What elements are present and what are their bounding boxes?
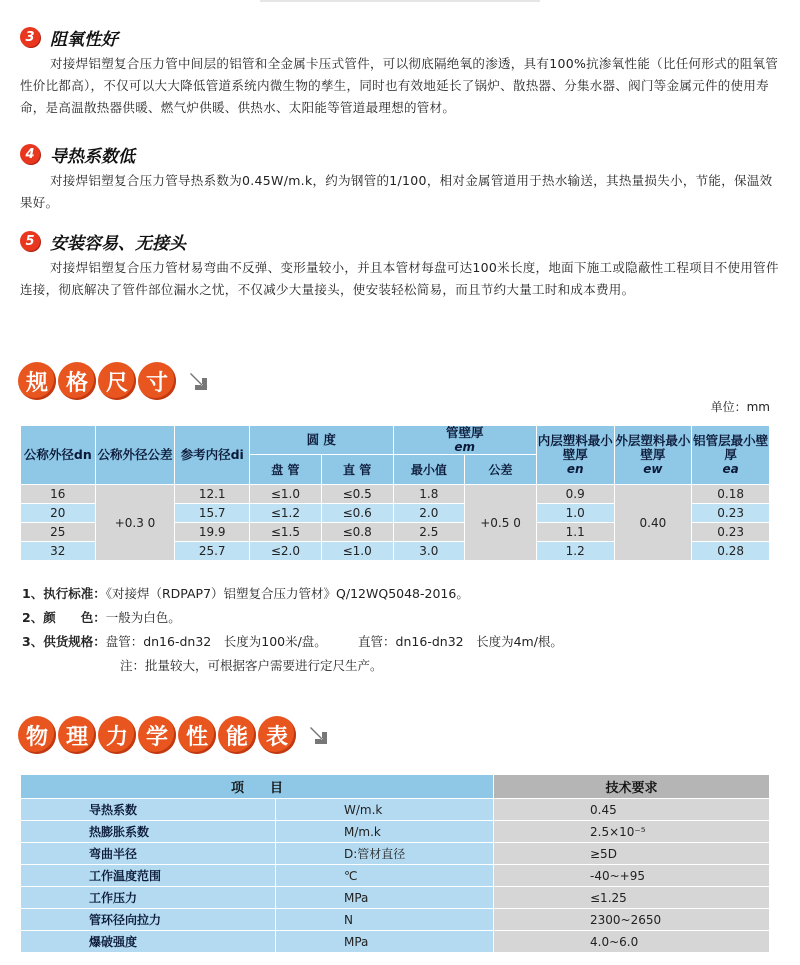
cell-al: 0.23 [692, 504, 770, 523]
header-tolerance: 公称外径公差 [95, 426, 175, 485]
feature-oxygen-barrier [20, 26, 780, 119]
cell-coil: ≤1.0 [250, 485, 322, 504]
header-inner-label: 内层塑料最小壁厚 [537, 433, 613, 462]
cell-dn: 32 [21, 542, 96, 561]
header-al-label: 铝管层最小壁厚 [693, 433, 769, 462]
arrow-down-right-icon [306, 722, 332, 748]
phys-banner [18, 716, 332, 754]
note-text: 《对接焊（RDPAP7）铝塑复合压力管材》Q/12WQ5048-2016。 [105, 586, 469, 601]
cell-unit: MPa [276, 887, 494, 909]
note-label: 1、执行标准： [22, 586, 106, 601]
banner-char: 物 [18, 716, 56, 754]
table-row [21, 909, 770, 931]
header-outer-label: 外层塑料最小壁厚 [615, 433, 691, 462]
cell-value: 2300~2650 [494, 909, 770, 931]
header-al-symbol: ea [722, 462, 739, 476]
cell-unit: M/m.k [276, 821, 494, 843]
number-badge: 4 [20, 144, 40, 164]
header-outer-plastic [614, 426, 692, 485]
cell-unit: ℃ [276, 865, 494, 887]
cell-straight: ≤0.6 [321, 504, 393, 523]
cell-straight: ≤0.5 [321, 485, 393, 504]
banner-char: 尺 [98, 362, 136, 400]
feature-title: 安装容易、无接头 [50, 233, 186, 254]
cell-value: 2.5×10⁻⁵ [494, 821, 770, 843]
cell-value: 4.0~6.0 [494, 931, 770, 953]
cell-coil: ≤1.2 [250, 504, 322, 523]
cell-value: -40~+95 [494, 865, 770, 887]
cell-name: 管环径向拉力 [21, 909, 276, 931]
table-row [21, 799, 770, 821]
phys-table [20, 774, 770, 953]
header-wall-thickness [393, 426, 536, 455]
cell-inner: 0.9 [536, 485, 614, 504]
cell-unit: N [276, 909, 494, 931]
cell-di: 12.1 [175, 485, 250, 504]
feature-title: 导热系数低 [50, 146, 135, 167]
header-wall-symbol: em [454, 440, 476, 454]
unit-label: 单位：mm [710, 400, 770, 414]
cell-al: 0.28 [692, 542, 770, 561]
header-roundness: 圆 度 [250, 426, 393, 455]
note-color [22, 606, 563, 630]
table-row [21, 887, 770, 909]
cell-wall-min: 1.8 [393, 485, 465, 504]
spec-table [20, 425, 770, 561]
header-requirement: 技术要求 [494, 775, 770, 799]
feature-title: 阻氧性好 [50, 29, 118, 50]
spec-notes [22, 582, 563, 678]
cell-di: 19.9 [175, 523, 250, 542]
banner-char: 规 [18, 362, 56, 400]
cell-tolerance: +0.3 0 [95, 485, 175, 561]
banner-char: 寸 [138, 362, 176, 400]
cell-wall-min: 2.0 [393, 504, 465, 523]
header-inner-plastic [536, 426, 614, 485]
header-wall-tol: 公差 [465, 455, 537, 485]
note-supply [22, 630, 563, 654]
note-label: 2、颜 色： [22, 610, 106, 625]
header-item: 项 目 [21, 775, 494, 799]
cell-dn: 20 [21, 504, 96, 523]
feature-body: 对接焊铝塑复合压力管材易弯曲不反弹、变形量较小，并且本管材每盘可达100米长度，地面下施工或隐蔽性工程项目不使用管件连接，彻底解决了管件部位漏水之忧，不仅减少大量接头，使安装轻松简易，而且节约大量工时和成本费用。 [20, 260, 779, 297]
cell-al: 0.18 [692, 485, 770, 504]
cell-dn: 16 [21, 485, 96, 504]
header-inner-diameter: 参考内径di [175, 426, 250, 485]
cell-outer: 0.40 [614, 485, 692, 561]
table-row [21, 821, 770, 843]
feature-thermal-conductivity [20, 143, 780, 214]
table-row [21, 931, 770, 953]
banner-char: 格 [58, 362, 96, 400]
cell-wall-tol: +0.5 0 [465, 485, 537, 561]
cell-dn: 25 [21, 523, 96, 542]
cell-unit: MPa [276, 931, 494, 953]
cell-value: ≤1.25 [494, 887, 770, 909]
cell-inner: 1.2 [536, 542, 614, 561]
cell-straight: ≤0.8 [321, 523, 393, 542]
number-badge: 3 [20, 27, 40, 47]
note-remark: 注：批量较大，可根据客户需要进行定尺生产。 [120, 658, 383, 673]
header-coil: 盘 管 [250, 455, 322, 485]
spec-banner [18, 362, 212, 400]
table-row [21, 485, 770, 504]
cell-name: 工作压力 [21, 887, 276, 909]
table-row [21, 843, 770, 865]
cell-di: 15.7 [175, 504, 250, 523]
banner-char: 力 [98, 716, 136, 754]
note-label: 3、供货规格： [22, 634, 106, 649]
header-aluminum [692, 426, 770, 485]
banner-char: 表 [258, 716, 296, 754]
note-standard [22, 582, 563, 606]
cell-name: 工作温度范围 [21, 865, 276, 887]
cell-name: 爆破强度 [21, 931, 276, 953]
note-text: 盘管：dn16-dn32 长度为100米/盘。 直管：dn16-dn32 长度为4m/根。 [105, 634, 563, 649]
cell-inner: 1.0 [536, 504, 614, 523]
cell-value: 0.45 [494, 799, 770, 821]
cell-name: 热膨胀系数 [21, 821, 276, 843]
header-outer-symbol: ew [643, 462, 663, 476]
cell-coil: ≤1.5 [250, 523, 322, 542]
banner-char: 性 [178, 716, 216, 754]
cell-name: 导热系数 [21, 799, 276, 821]
header-wall-min: 最小值 [393, 455, 465, 485]
cell-value: ≥5D [494, 843, 770, 865]
feature-body: 对接焊铝塑复合压力管导热系数为0.45W/m.k，约为钢管的1/100，相对金属管道用于热水输送，其热量损失小，节能，保温效果好。 [20, 173, 773, 210]
cell-unit: D:管材直径 [276, 843, 494, 865]
header-straight: 直 管 [321, 455, 393, 485]
cell-di: 25.7 [175, 542, 250, 561]
cell-inner: 1.1 [536, 523, 614, 542]
cell-wall-min: 3.0 [393, 542, 465, 561]
cell-wall-min: 2.5 [393, 523, 465, 542]
header-inner-symbol: en [566, 462, 584, 476]
banner-char: 能 [218, 716, 256, 754]
table-row [21, 865, 770, 887]
cell-straight: ≤1.0 [321, 542, 393, 561]
feature-body: 对接焊铝塑复合压力管中间层的铝管和全金属卡压式管件，可以彻底隔绝氧的渗透，具有100%抗渗氧性能（比任何形式的阻氧管性价比都高），不仅可以大大降低管道系统内微生物的孳生，同时也有效地延长了锅炉、散热器、分集水器、阀门等金属元件的使用寿命，是高温散热器供暖、燃气炉供暖、供热水、太阳能等管道最理想的管材。 [20, 56, 779, 115]
banner-char: 学 [138, 716, 176, 754]
header-dn: 公称外径dn [21, 426, 96, 485]
cell-name: 弯曲半径 [21, 843, 276, 865]
banner-char: 理 [58, 716, 96, 754]
number-badge: 5 [20, 231, 40, 251]
header-wall-label: 管壁厚 [445, 425, 484, 440]
note-text: 一般为白色。 [105, 610, 181, 625]
cell-al: 0.23 [692, 523, 770, 542]
cell-unit: W/m.k [276, 799, 494, 821]
arrow-down-right-icon [186, 368, 212, 394]
top-divider [260, 0, 540, 2]
cell-coil: ≤2.0 [250, 542, 322, 561]
feature-easy-install [20, 230, 780, 301]
